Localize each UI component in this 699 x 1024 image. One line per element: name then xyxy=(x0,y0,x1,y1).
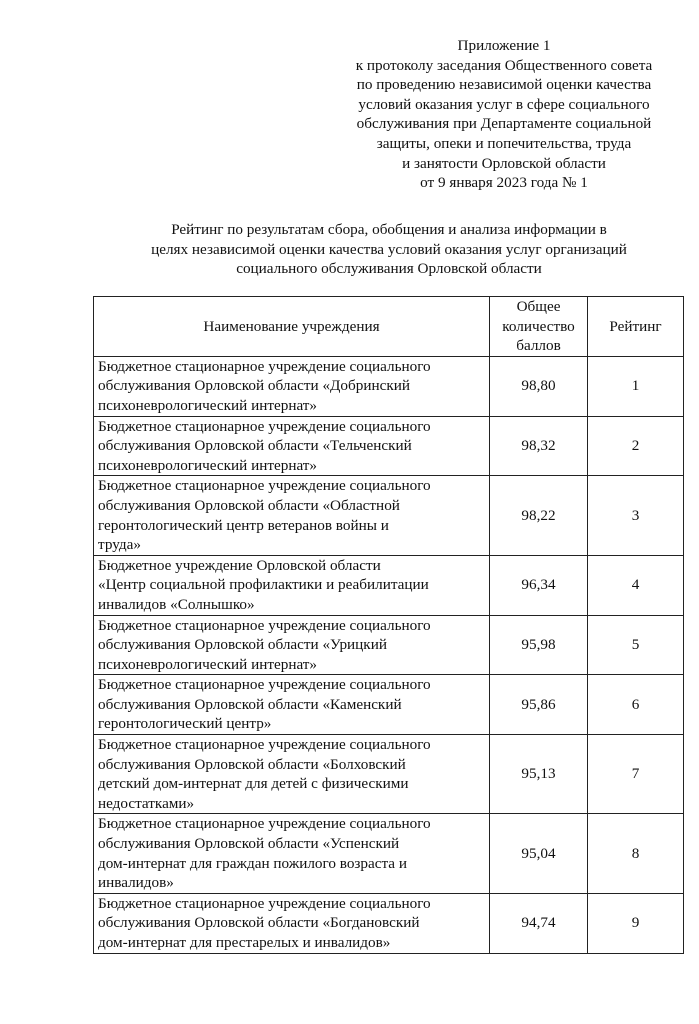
rank-cell: 9 xyxy=(588,893,684,953)
rating-table xyxy=(93,296,684,954)
institution-name-cell xyxy=(94,893,490,953)
rank-cell: 1 xyxy=(588,356,684,416)
institution-name-line: обслуживания Орловской области «Болховский xyxy=(98,755,406,773)
institution-name-line: психоневрологический интернат» xyxy=(98,655,318,673)
appendix-header xyxy=(318,36,690,193)
title-line: социального обслуживания Орловской области xyxy=(236,260,542,278)
appendix-line: к протоколу заседания Общественного совета xyxy=(355,56,653,74)
institution-name-line: обслуживания Орловской области «Богдановский xyxy=(98,914,420,932)
institution-name-line: Бюджетное стационарное учреждение социального xyxy=(98,894,431,912)
institution-name-cell xyxy=(94,356,490,416)
rank-cell: 6 xyxy=(588,675,684,735)
institution-name-line: Бюджетное стационарное учреждение социального xyxy=(98,417,431,435)
institution-name-line: геронтологический центр» xyxy=(98,715,272,733)
total-score-cell: 95,86 xyxy=(490,675,588,735)
rank-cell: 8 xyxy=(588,814,684,893)
total-score-cell: 95,98 xyxy=(490,615,588,675)
total-score-cell: 95,13 xyxy=(490,735,588,814)
header-score-line: количество xyxy=(502,317,575,335)
institution-name-line: обслуживания Орловской области «Тельченский xyxy=(98,437,412,455)
institution-name-line: психоневрологический интернат» xyxy=(98,396,318,414)
institution-name-cell xyxy=(94,675,490,735)
institution-name-line: Бюджетное учреждение Орловской области xyxy=(98,556,381,574)
header-score-line: баллов xyxy=(516,337,561,355)
institution-name-line: обслуживания Орловской области «Областной xyxy=(98,496,400,514)
table-row xyxy=(94,555,684,615)
table-header-row xyxy=(94,297,684,357)
total-score-cell: 94,74 xyxy=(490,893,588,953)
appendix-line: защиты, опеки и попечительства, труда xyxy=(376,134,632,152)
table-body xyxy=(94,356,684,953)
title-line: целях независимой оценки качества условий оказания услуг организаций xyxy=(151,240,627,258)
appendix-line: Приложение 1 xyxy=(457,37,551,54)
institution-name-line: психоневрологический интернат» xyxy=(98,456,318,474)
table-row xyxy=(94,814,684,893)
header-total-score xyxy=(490,297,588,357)
rank-cell: 5 xyxy=(588,615,684,675)
institution-name-line: Бюджетное стационарное учреждение социального xyxy=(98,736,431,754)
institution-name-line: Бюджетное стационарное учреждение социального xyxy=(98,477,431,495)
institution-name-line: Бюджетное стационарное учреждение социального xyxy=(98,815,431,833)
institution-name-line: дом-интернат для граждан пожилого возраста и xyxy=(98,854,407,872)
total-score-cell: 98,80 xyxy=(490,356,588,416)
institution-name-cell xyxy=(94,735,490,814)
appendix-line: от 9 января 2023 года № 1 xyxy=(420,174,588,192)
table-row xyxy=(94,893,684,953)
table-row xyxy=(94,416,684,476)
institution-name-line: инвалидов «Солнышко» xyxy=(98,595,255,613)
total-score-cell: 95,04 xyxy=(490,814,588,893)
institution-name-line: недостатками» xyxy=(98,794,195,812)
table-row xyxy=(94,735,684,814)
header-institution-name: Наименование учреждения xyxy=(94,297,490,357)
institution-name-line: обслуживания Орловской области «Успенский xyxy=(98,835,400,853)
total-score-cell: 98,32 xyxy=(490,416,588,476)
title-line: Рейтинг по результатам сбора, обобщения и анализа информации в xyxy=(171,221,607,238)
rank-cell: 3 xyxy=(588,476,684,555)
institution-name-line: труда» xyxy=(98,536,141,554)
institution-name-line: обслуживания Орловской области «Добринский xyxy=(98,377,410,395)
rank-cell: 4 xyxy=(588,555,684,615)
institution-name-line: геронтологический центр ветеранов войны и xyxy=(98,516,389,534)
institution-name-cell xyxy=(94,555,490,615)
institution-name-line: инвалидов» xyxy=(98,874,174,892)
institution-name-cell xyxy=(94,416,490,476)
header-score-line: Общее xyxy=(516,298,561,315)
institution-name-line: Бюджетное стационарное учреждение социального xyxy=(98,357,431,375)
institution-name-line: детский дом-интернат для детей с физическими xyxy=(98,775,409,793)
total-score-cell: 98,22 xyxy=(490,476,588,555)
header-rank: Рейтинг xyxy=(588,297,684,357)
table-row xyxy=(94,675,684,735)
total-score-cell: 96,34 xyxy=(490,555,588,615)
institution-name-line: Бюджетное стационарное учреждение социального xyxy=(98,616,431,634)
institution-name-cell xyxy=(94,476,490,555)
appendix-line: условий оказания услуг в сфере социального xyxy=(358,95,650,113)
appendix-line: и занятости Орловской области xyxy=(402,154,606,172)
institution-name-line: Бюджетное стационарное учреждение социального xyxy=(98,676,431,694)
institution-name-line: обслуживания Орловской области «Урицкий xyxy=(98,636,387,654)
table-row xyxy=(94,615,684,675)
rank-cell: 7 xyxy=(588,735,684,814)
institution-name-cell xyxy=(94,814,490,893)
institution-name-line: дом-интернат для престарелых и инвалидов» xyxy=(98,934,391,951)
rank-cell: 2 xyxy=(588,416,684,476)
appendix-line: по проведению независимой оценки качества xyxy=(356,76,652,94)
institution-name-cell xyxy=(94,615,490,675)
table-row xyxy=(94,356,684,416)
appendix-line: обслуживания при Департаменте социальной xyxy=(356,115,652,133)
institution-name-line: обслуживания Орловской области «Каменский xyxy=(98,695,402,713)
table-row xyxy=(94,476,684,555)
document-title xyxy=(95,220,683,279)
institution-name-line: «Центр социальной профилактики и реабилитации xyxy=(98,576,429,594)
